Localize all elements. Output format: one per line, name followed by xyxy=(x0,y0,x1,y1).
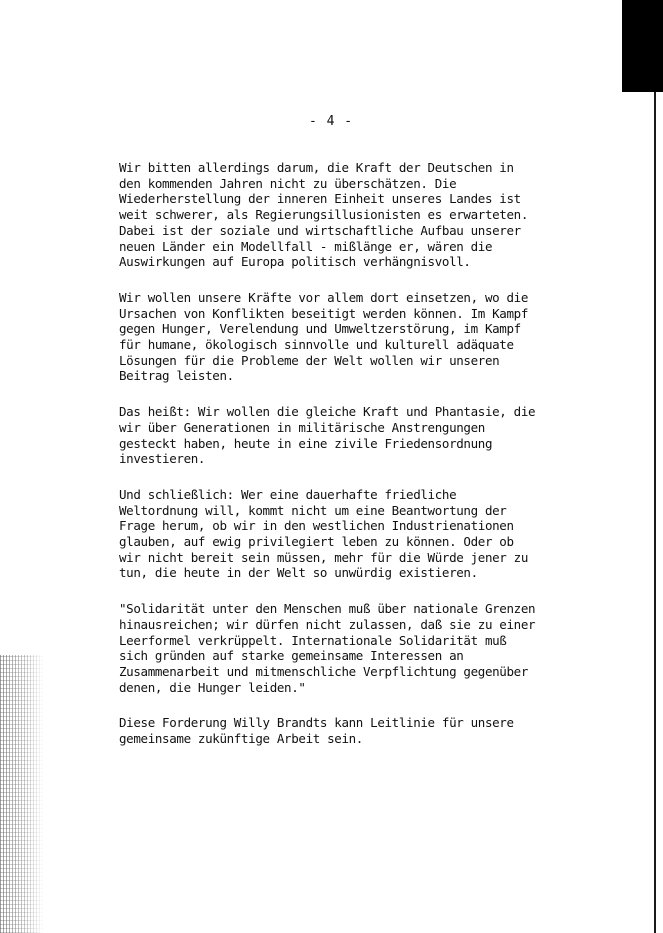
text-line: Weltordnung will, kommt nicht um eine Beantwortung der xyxy=(119,502,507,518)
scan-shadow-right-edge xyxy=(654,92,656,933)
text-line: gesteckt haben, heute in eine zivile Friedensordnung xyxy=(119,435,493,451)
text-line: "Solidarität unter den Menschen muß über nationale Grenzen xyxy=(119,601,536,617)
text-line: Lösungen für die Probleme der Welt wollen wir unseren xyxy=(119,352,500,368)
paragraph xyxy=(119,290,549,384)
scan-noise-left-edge xyxy=(0,655,44,933)
text-line: neuen Länder ein Modellfall - mißlänge er, wären die xyxy=(119,238,493,254)
text-line: Zusammenarbeit und mitmenschliche Verpflichtung gegenüber xyxy=(119,663,529,679)
text-line: Diese Forderung Willy Brandts kann Leitlinie für unsere xyxy=(119,715,514,731)
text-line: den kommenden Jahren nicht zu überschätzen. Die xyxy=(119,175,457,191)
text-line: weit schwerer, als Regierungsillusionisten es erwarteten. xyxy=(119,207,529,223)
text-line: wir über Generationen in militärische Anstrengungen xyxy=(119,419,485,435)
text-line: Beitrag leisten. xyxy=(119,368,234,384)
paragraph xyxy=(119,601,549,695)
text-line: glauben, auf ewig privilegiert leben zu können. Oder ob xyxy=(119,534,514,550)
text-line: gemeinsame zukünftige Arbeit sein. xyxy=(119,731,363,747)
text-line: Frage herum, ob wir in den westlichen Industrienationen xyxy=(119,518,514,534)
page-number: - 4 - xyxy=(309,114,354,129)
paragraph xyxy=(119,487,549,581)
text-line: für humane, ökologisch sinnvolle und kulturell adäquate xyxy=(119,337,514,353)
paragraph xyxy=(119,715,549,746)
text-line: Wiederherstellung der inneren Einheit unseres Landes ist xyxy=(119,191,521,207)
text-line: Auswirkungen auf Europa politisch verhängnisvoll. xyxy=(119,254,471,270)
paragraph xyxy=(119,160,549,270)
scan-shadow-corner xyxy=(622,0,663,92)
text-line: Und schließlich: Wer eine dauerhafte friedliche xyxy=(119,486,457,502)
text-line: wir nicht bereit sein müssen, mehr für die Würde jener zu xyxy=(119,549,529,565)
text-line: investieren. xyxy=(119,451,206,467)
text-line: Wir bitten allerdings darum, die Kraft der Deutschen in xyxy=(119,160,514,175)
text-line: Ursachen von Konflikten beseitigt werden können. Im Kampf xyxy=(119,305,529,321)
text-line: tun, die heute in der Welt so unwürdig existieren. xyxy=(119,565,478,581)
text-line: Leerformel verkrüppelt. Internationale Solidarität muß xyxy=(119,632,507,648)
body-text xyxy=(119,160,549,767)
text-line: hinausreichen; wir dürfen nicht zulassen, daß sie zu einer xyxy=(119,616,536,632)
text-line: sich gründen auf starke gemeinsame Interessen an xyxy=(119,648,464,664)
text-line: gegen Hunger, Verelendung und Umweltzerstörung, im Kampf xyxy=(119,321,521,337)
text-line: Das heißt: Wir wollen die gleiche Kraft und Phantasie, die xyxy=(119,404,536,420)
text-line: Dabei ist der soziale und wirtschaftliche Aufbau unserer xyxy=(119,222,521,238)
text-line: denen, die Hunger leiden." xyxy=(119,679,306,695)
text-line: Wir wollen unsere Kräfte vor allem dort einsetzen, wo die xyxy=(119,289,529,305)
paragraph xyxy=(119,404,549,467)
